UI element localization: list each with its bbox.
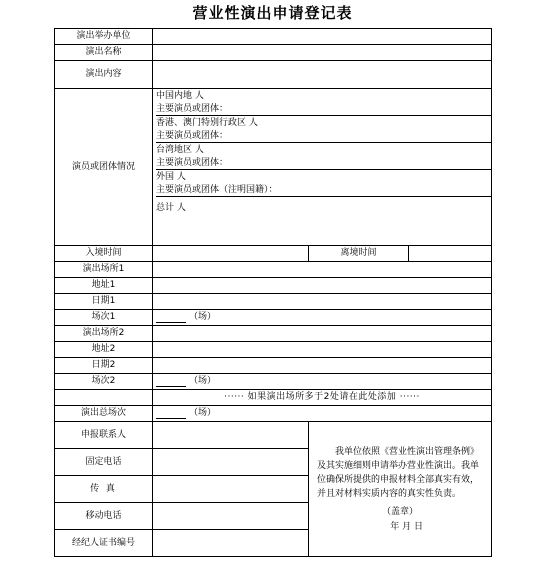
performer-line: 中国内地 人 — [156, 91, 204, 101]
seal-label: （盖章） — [381, 507, 418, 517]
row-venue2 — [55, 326, 492, 342]
row-total-sessions — [55, 406, 492, 422]
row-sessions1 — [55, 310, 492, 326]
row-date1 — [55, 294, 492, 310]
performer-line: 主要演员或团体： — [156, 129, 491, 143]
label-venue2: 演出场所2 — [55, 326, 153, 342]
label-show-name: 演出名称 — [55, 45, 153, 61]
field-address2[interactable] — [153, 342, 492, 358]
field-total-sessions[interactable] — [153, 406, 492, 422]
row-venue1 — [55, 262, 492, 278]
field-show-content[interactable] — [153, 61, 492, 89]
label-agent-cert: 经纪人证书编号 — [55, 530, 153, 557]
field-agent-cert[interactable] — [153, 530, 309, 557]
unit-sessions: （场） — [189, 408, 217, 418]
row-organizer — [55, 29, 492, 45]
field-address1[interactable] — [153, 278, 492, 294]
label-contact: 申报联系人 — [55, 422, 153, 449]
field-organizer[interactable] — [153, 29, 492, 45]
extra-venue-note: ······ 如果演出场所多于2处请在此处添加 ······ — [153, 390, 492, 406]
label-exit-time: 离境时间 — [309, 246, 409, 262]
blank-line[interactable] — [156, 409, 186, 419]
performer-line: 香港、澳门特别行政区 人 — [156, 118, 258, 128]
form-title: 营业性演出申请登记表 — [192, 4, 353, 22]
label-venue1: 演出场所1 — [55, 262, 153, 278]
label-show-content: 演出内容 — [55, 61, 153, 89]
label-performers: 演员或团体情况 — [55, 89, 153, 246]
row-contact — [55, 422, 492, 449]
row-performers — [55, 89, 492, 246]
unit-sessions: （场） — [189, 312, 217, 322]
field-fax[interactable] — [153, 476, 309, 503]
performer-line: 主要演员或团体： — [156, 102, 491, 116]
blank-line[interactable] — [156, 313, 186, 323]
label-date1: 日期1 — [55, 294, 153, 310]
performer-line: 主要演员或团体： — [156, 156, 491, 170]
row-sessions2 — [55, 374, 492, 390]
row-date2 — [55, 358, 492, 374]
label-address1: 地址1 — [55, 278, 153, 294]
label-fax: 传 真 — [55, 476, 153, 503]
field-mobile[interactable] — [153, 503, 309, 530]
row-address1 — [55, 278, 492, 294]
performer-line: 主要演员或团体（注明国籍）： — [156, 183, 491, 197]
label-sessions2: 场次2 — [55, 374, 153, 390]
field-date1[interactable] — [153, 294, 492, 310]
field-landline[interactable] — [153, 449, 309, 476]
performer-line: 外国 人 — [156, 172, 186, 182]
field-venue2[interactable] — [153, 326, 492, 342]
date-line: 年 月 日 — [390, 522, 423, 532]
row-show-name — [55, 45, 492, 61]
field-performers[interactable] — [153, 89, 492, 246]
declaration-text: 我单位依照《营业性演出管理条例》及其实施细则申请举办营业性演出。我单位确保所提供的申报材料全部真实有效，并且对材料实质内容的真实性负责。 — [317, 447, 480, 499]
blank-line[interactable] — [156, 377, 186, 387]
label-entry-time: 入境时间 — [55, 246, 153, 262]
label-total-sessions: 演出总场次 — [55, 406, 153, 422]
application-form-table — [54, 28, 492, 557]
performer-line: 总计 人 — [156, 203, 186, 213]
performer-line: 台湾地区 人 — [156, 145, 204, 155]
label-landline: 固定电话 — [55, 449, 153, 476]
label-mobile: 移动电话 — [55, 503, 153, 530]
row-address2 — [55, 342, 492, 358]
field-show-name[interactable] — [153, 45, 492, 61]
field-entry-time[interactable] — [153, 246, 309, 262]
label-address2: 地址2 — [55, 342, 153, 358]
row-show-content — [55, 61, 492, 89]
label-date2: 日期2 — [55, 358, 153, 374]
field-contact[interactable] — [153, 422, 309, 449]
label-organizer: 演出举办单位 — [55, 29, 153, 45]
unit-sessions: （场） — [189, 376, 217, 386]
row-entry-exit — [55, 246, 492, 262]
declaration-block — [309, 422, 492, 557]
label-sessions1: 场次1 — [55, 310, 153, 326]
row-extra-venue-note — [55, 390, 492, 406]
field-sessions1[interactable] — [153, 310, 492, 326]
field-venue1[interactable] — [153, 262, 492, 278]
field-sessions2[interactable] — [153, 374, 492, 390]
field-exit-time[interactable] — [409, 246, 492, 262]
field-date2[interactable] — [153, 358, 492, 374]
